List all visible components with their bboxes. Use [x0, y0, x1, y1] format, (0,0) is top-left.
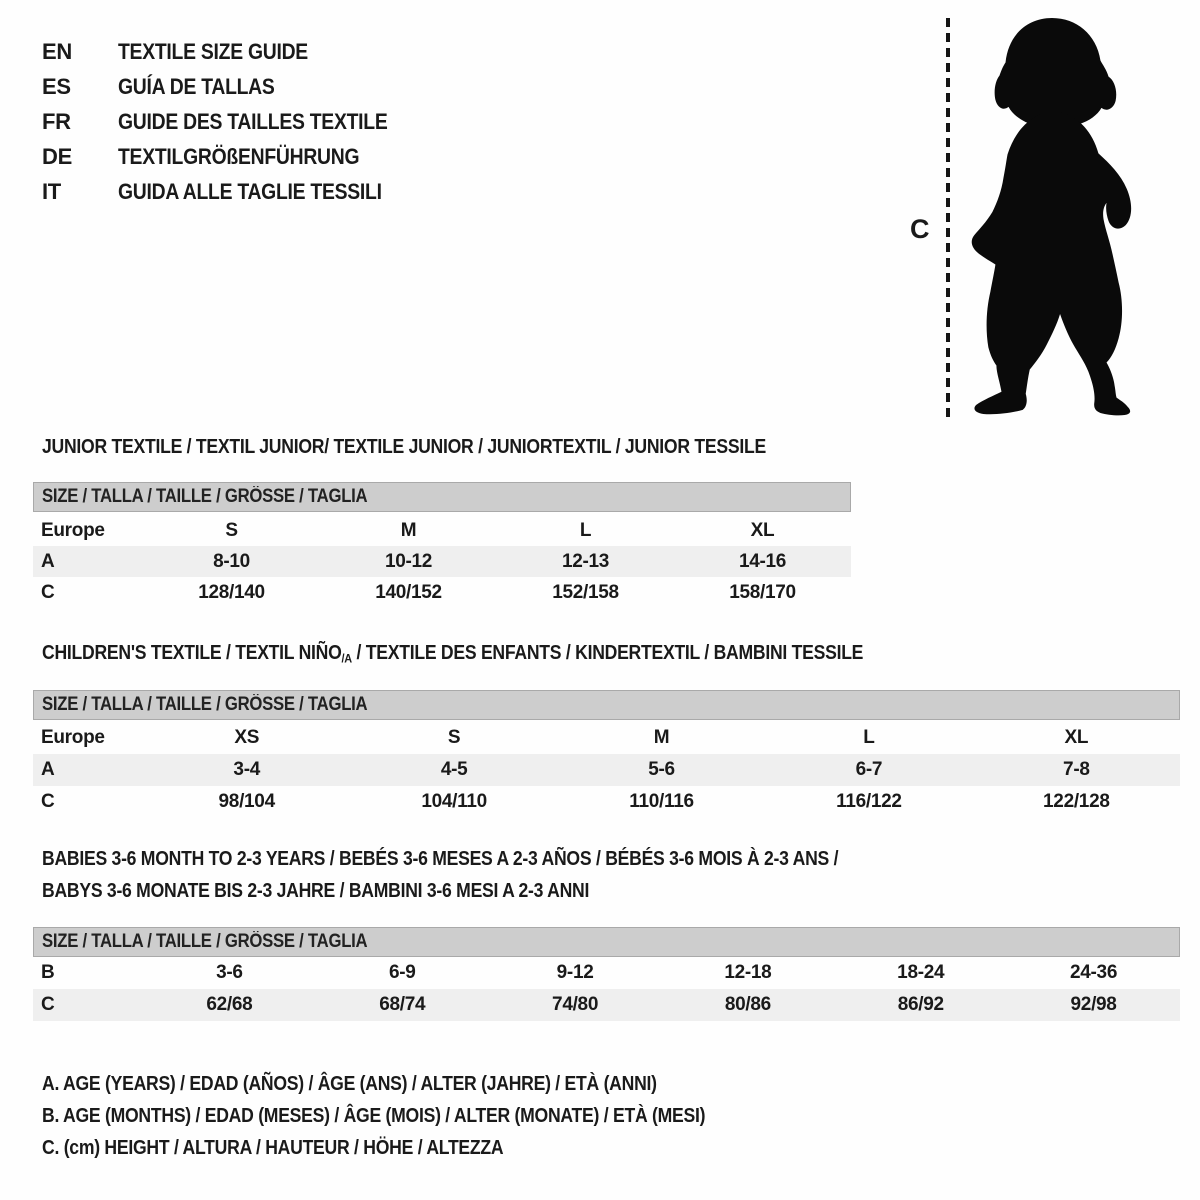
row-label: C [41, 581, 55, 603]
table-cell: 62/68 [206, 994, 253, 1015]
legend-line [42, 1100, 796, 1132]
table-cell: 3-6 [216, 962, 243, 983]
toddler-silhouette-icon [966, 14, 1142, 418]
table-cell: 12-18 [724, 962, 772, 983]
table-cell: 86/92 [897, 994, 944, 1015]
table-cell: 116/122 [836, 791, 902, 812]
table-row [33, 957, 1180, 989]
table-cell: 6-9 [388, 962, 416, 983]
language-title-list [42, 34, 424, 209]
children-title-sub: /A [341, 651, 352, 666]
table-row [33, 722, 1180, 754]
table-cell: 3-4 [233, 759, 260, 780]
table-cell: XL [1064, 727, 1089, 748]
guide-title: TEXTILGRÖßENFÜHRUNG [118, 143, 360, 169]
table-cell: S [447, 727, 461, 748]
table-row [33, 754, 1180, 786]
height-dashed-line [946, 18, 950, 418]
guide-title: TEXTILE SIZE GUIDE [118, 38, 308, 64]
table-cell: 152/158 [552, 581, 619, 603]
table-cell: 5-6 [648, 759, 675, 780]
language-row [42, 139, 424, 174]
language-row [42, 69, 424, 104]
table-row [33, 546, 851, 577]
table-cell: 104/110 [421, 791, 487, 812]
language-code: IT [42, 178, 61, 204]
table-cell: 122/128 [1043, 791, 1110, 812]
measurement-legend [42, 1068, 796, 1164]
guide-title: GUIDA ALLE TAGLIE TESSILI [118, 178, 382, 204]
language-code: ES [42, 73, 71, 99]
legend-line [42, 1132, 796, 1164]
table-cell: L [863, 727, 875, 748]
language-row [42, 174, 424, 209]
table-cell: 92/98 [1070, 994, 1117, 1015]
table-cell: 14-16 [738, 550, 787, 572]
legend-line [42, 1068, 796, 1100]
language-row [42, 34, 424, 69]
table-cell: M [400, 519, 417, 541]
language-code: DE [42, 143, 72, 169]
table-cell: L [579, 519, 592, 541]
table-row [33, 786, 1180, 818]
table-cell: XS [234, 727, 260, 748]
guide-title: GUIDE DES TAILLES TEXTILE [118, 108, 388, 134]
babies-table-rows [33, 957, 1180, 1021]
table-cell: 18-24 [897, 962, 945, 983]
babies-size-table [33, 927, 1180, 1021]
babies-section-title-line2: BABYS 3-6 MONATE BIS 2-3 JAHRE / BAMBINI 3-6 MESI A 2-3 ANNI [42, 880, 590, 902]
table-cell: 140/152 [375, 581, 442, 603]
legend-text: B. AGE (MONTHS) / EDAD (MESES) / ÂGE (MOIS) / ALTER (MONATE) / ETÀ (MESI) [42, 1104, 706, 1127]
table-row [33, 989, 1180, 1021]
junior-table-rows [33, 515, 851, 608]
table-cell: 6-7 [855, 759, 883, 780]
table-cell: 8-10 [213, 550, 250, 572]
table-cell: 98/104 [218, 791, 275, 812]
row-label: A [41, 759, 55, 780]
table-cell: 9-12 [556, 962, 594, 983]
table-row [33, 515, 851, 546]
table-cell: 4-5 [440, 759, 468, 780]
language-code: FR [42, 108, 71, 134]
row-label: Europe [41, 727, 105, 748]
table-cell: 12-13 [561, 550, 610, 572]
table-cell: XL [750, 519, 775, 541]
children-section-title [42, 642, 975, 665]
children-size-table [33, 690, 1180, 818]
legend-text: A. AGE (YEARS) / EDAD (AÑOS) / ÂGE (ANS) / ALTER (JAHRE) / ETÀ (ANNI) [42, 1072, 657, 1095]
size-header-bar: SIZE / TALLA / TAILLE / GRÖSSE / TAGLIA [33, 690, 1180, 720]
row-label: A [41, 550, 55, 572]
table-cell: 10-12 [384, 550, 433, 572]
table-cell: 128/140 [198, 581, 265, 603]
row-label: C [41, 994, 55, 1015]
table-cell: 74/80 [552, 994, 599, 1015]
children-title-prefix: CHILDREN'S TEXTILE / TEXTIL NIÑO [42, 642, 342, 664]
size-header-bar: SIZE / TALLA / TAILLE / GRÖSSE / TAGLIA [33, 927, 1180, 957]
table-cell: S [225, 519, 238, 541]
table-cell: 80/86 [724, 994, 771, 1015]
table-cell: 7-8 [1063, 759, 1090, 780]
junior-section-title: JUNIOR TEXTILE / TEXTIL JUNIOR/ TEXTILE JUNIOR / JUNIORTEXTIL / JUNIOR TESSILE [42, 436, 766, 458]
height-measure-label: C [910, 214, 930, 244]
guide-title: GUÍA DE TALLAS [118, 73, 275, 99]
table-cell: 110/116 [629, 791, 694, 812]
junior-size-table [33, 482, 851, 608]
table-cell: 158/170 [729, 581, 796, 603]
table-cell: M [653, 727, 670, 748]
children-title-suffix: / TEXTILE DES ENFANTS / KINDERTEXTIL / BAMBINI TESSILE [351, 642, 864, 664]
language-row [42, 104, 424, 139]
row-label: C [41, 791, 55, 812]
children-table-rows [33, 722, 1180, 818]
babies-section-title-line1: BABIES 3-6 MONTH TO 2-3 YEARS / BEBÉS 3-6 MESES A 2-3 AÑOS / BÉBÉS 3-6 MOIS À 2-3 ANS / [42, 848, 839, 870]
table-cell: 68/74 [379, 994, 426, 1015]
row-label: B [41, 962, 55, 983]
language-code: EN [42, 38, 72, 64]
legend-text: C. (cm) HEIGHT / ALTURA / HAUTEUR / HÖHE / ALTEZZA [42, 1136, 504, 1159]
row-label: Europe [41, 519, 105, 541]
table-row [33, 577, 851, 608]
table-cell: 24-36 [1070, 962, 1118, 983]
size-header-bar: SIZE / TALLA / TAILLE / GRÖSSE / TAGLIA [33, 482, 851, 512]
